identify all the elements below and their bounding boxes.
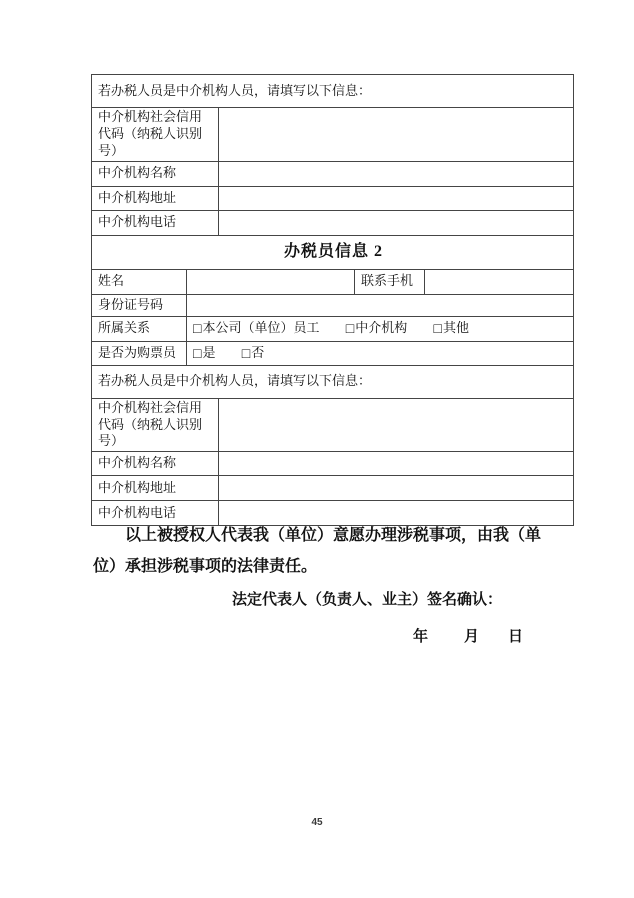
date-line [413,629,523,646]
name-input[interactable] [187,269,355,294]
date-year-label: 年 [413,629,429,645]
table-row [92,235,574,269]
relation-options-cell [187,316,574,341]
table-row [92,398,574,452]
checkbox-option-label: 本公司（单位）员工 [202,320,320,336]
ticket-buyer-options-cell [187,341,574,365]
table-row [92,161,574,186]
intermediary-prompt-2: 若办税人员是中介机构人员，请填写以下信息： [92,365,574,398]
table-row [92,452,574,476]
checkbox-unchecked-icon: □ [193,346,202,362]
table-row [92,186,574,210]
table-row [92,210,574,235]
agency-phone-label-1: 中介机构电话 [92,210,219,235]
mobile-input[interactable] [425,269,574,294]
credit-code-input-1[interactable] [219,108,574,162]
table-row [92,294,574,316]
agency-address-input-2[interactable] [219,476,574,501]
checkbox-option-intermediary[interactable] [346,320,407,337]
agency-phone-label-2: 中介机构电话 [92,501,219,526]
credit-code-label-2: 中介机构社会信用代码（纳税人识别号） [92,398,219,452]
checkbox-unchecked-icon: □ [241,346,251,362]
credit-code-input-2[interactable] [219,398,574,452]
section-title: 办税员信息 2 [92,235,574,269]
name-label: 姓名 [92,269,187,294]
agency-name-input-2[interactable] [219,452,574,476]
mobile-label: 联系手机 [355,269,425,294]
agency-name-label-1: 中介机构名称 [92,161,219,186]
signature-prompt: 法定代表人（负责人、业主）签名确认： [232,592,503,608]
checkbox-unchecked-icon: □ [345,322,355,338]
checkbox-option-company-employee[interactable] [193,320,319,337]
table-row [92,75,574,108]
agency-name-label-2: 中介机构名称 [92,452,219,476]
tax-agent-form-table [91,74,574,526]
table-row [92,365,574,398]
declaration-paragraph [93,520,575,582]
checkbox-unchecked-icon: □ [433,322,442,338]
table-row [92,316,574,341]
checkbox-unchecked-icon: □ [193,322,202,338]
ticket-buyer-label: 是否为购票员 [92,341,187,365]
checkbox-option-other[interactable] [433,320,468,337]
declaration-line-2: 位）承担涉税事项的法律责任。 [93,558,318,575]
relation-label: 所属关系 [92,316,187,341]
table-row [92,269,574,294]
declaration-line-1: 以上被授权人代表我（单位）意愿办理涉税事项，由我（单 [125,527,542,544]
agency-phone-input-1[interactable] [219,210,574,235]
credit-code-label-1: 中介机构社会信用代码（纳税人识别号） [92,108,219,162]
id-number-label: 身份证号码 [92,294,187,316]
page-number: 45 [311,817,323,828]
agency-address-label-2: 中介机构地址 [92,476,219,501]
checkbox-option-label: 其他 [442,320,469,336]
agency-address-input-1[interactable] [219,186,574,210]
table-row [92,476,574,501]
id-number-input[interactable] [187,294,574,316]
date-month-label: 月 [464,629,480,645]
checkbox-option-yes[interactable] [193,345,215,362]
agency-address-label-1: 中介机构地址 [92,186,219,210]
intermediary-prompt-1: 若办税人员是中介机构人员，请填写以下信息： [92,75,574,108]
checkbox-option-no[interactable] [242,345,264,362]
table-row [92,341,574,365]
table-row [92,108,574,162]
checkbox-option-label: 否 [251,344,265,360]
checkbox-option-label: 是 [202,344,216,360]
agency-name-input-1[interactable] [219,161,574,186]
checkbox-option-label: 中介机构 [355,320,408,336]
date-day-label: 日 [508,629,524,645]
